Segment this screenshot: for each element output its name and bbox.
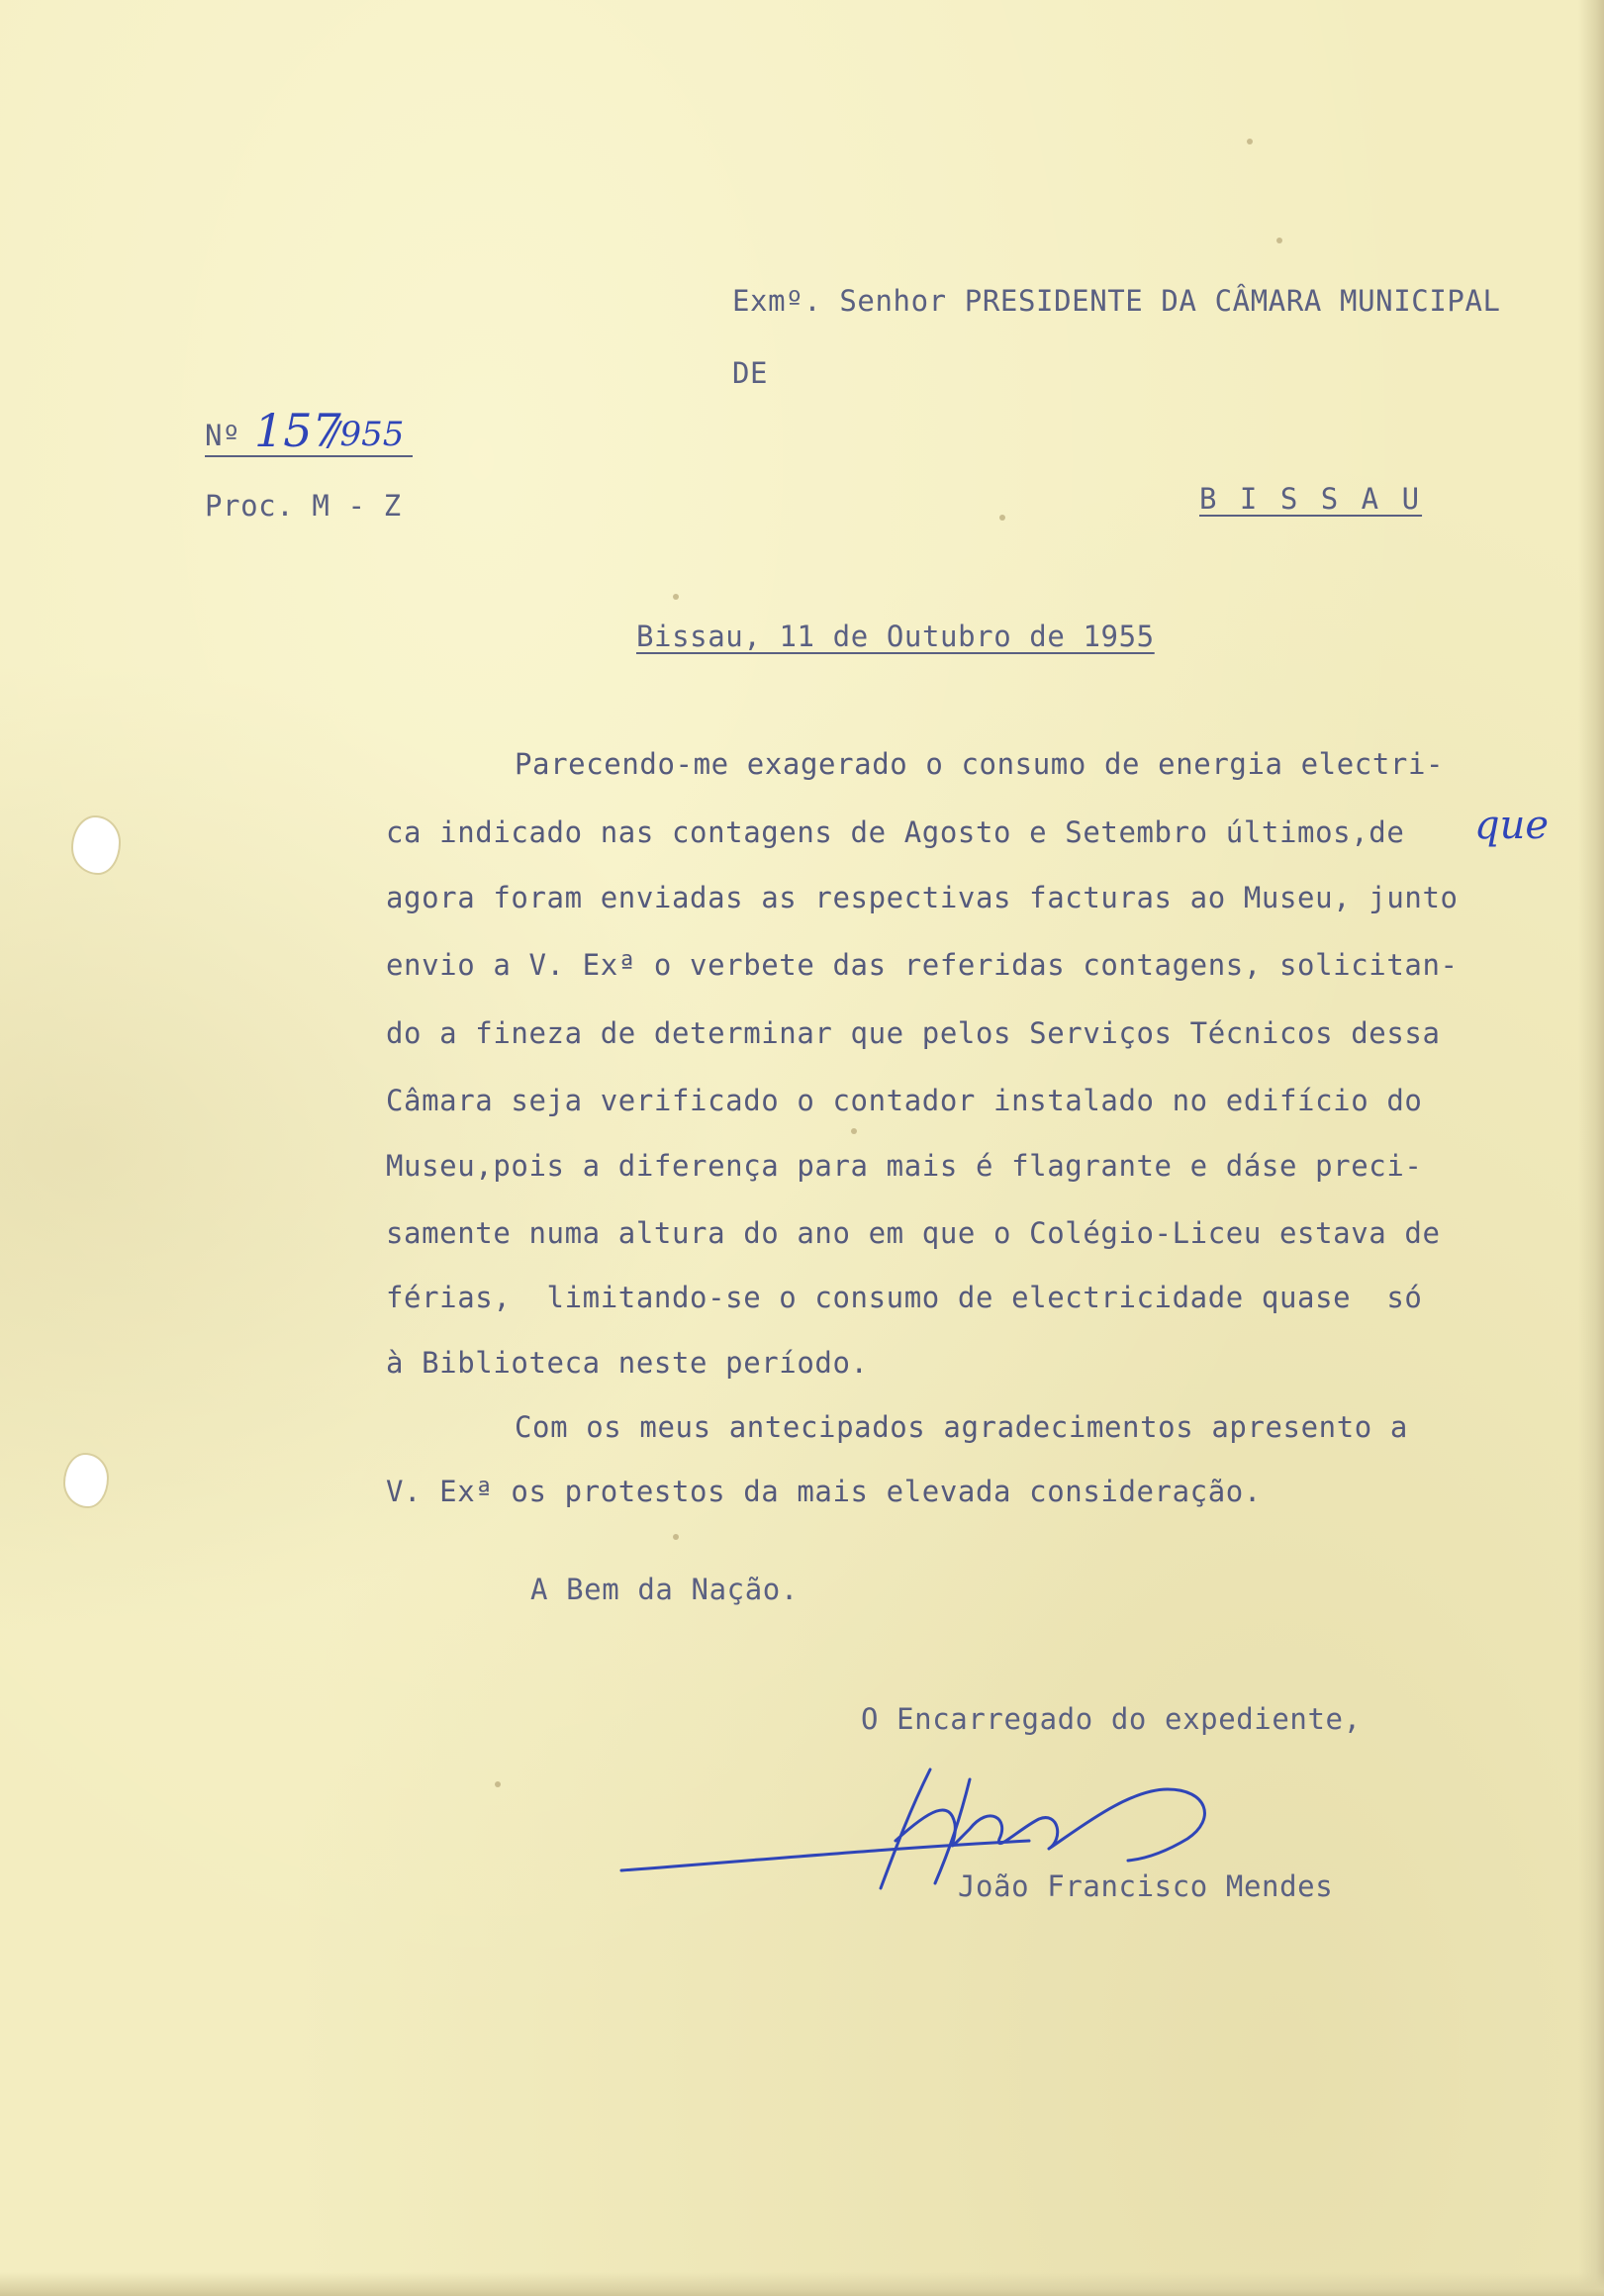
paper-speck [673,594,679,600]
handwritten-insert: que [1474,803,1550,848]
reference-number [205,404,413,457]
body-line: agora foram enviadas as respectivas facturas ao Museu, junto [386,881,1459,914]
addressee-city: B I S S A U [1199,482,1423,516]
number-handwritten: 157 [254,404,341,457]
body-line: ca indicado nas contagens de Agosto e Setembro últimos,de [386,815,1405,849]
signatory-name: João Francisco Mendes [958,1869,1334,1903]
date-line: Bissau, 11 de Outubro de 1955 [636,620,1155,653]
body-line: V. Exª os protestos da mais elevada consideração. [386,1475,1262,1508]
body-line: envio a V. Exª o verbete das referidas contagens, solicitan- [386,948,1459,982]
number-year: /955 [329,415,405,454]
body-line: Câmara seja verificado o contador instalado no edifício do [386,1084,1423,1117]
process-ref: Proc. M - Z [205,489,402,523]
salutation: A Bem da Nação. [530,1573,799,1606]
paper-speck [851,1128,857,1134]
body-line: do a fineza de determinar que pelos Serviços Técnicos dessa [386,1016,1441,1050]
number-prefix: Nº [205,419,241,452]
body-line: Museu,pois a diferença para mais é flagrante e dáse preci- [386,1149,1423,1183]
body-line: férias, limitando-se o consumo de electricidade quase só [386,1281,1423,1314]
paper-speck [999,515,1005,521]
punch-hole-lower [65,1455,107,1506]
addressee-line: Exmº. Senhor PRESIDENTE DA CÂMARA MUNICIPAL [732,284,1501,318]
body-line: Parecendo-me exagerado o consumo de energia electri- [515,747,1445,781]
paper-speck [673,1534,679,1540]
paper-edge-shadow [1578,0,1604,2296]
paper-speck [1247,139,1253,144]
signatory-title: O Encarregado do expediente, [861,1702,1362,1736]
paper-edge-shadow [0,2272,1604,2296]
paper-speck [495,1781,501,1787]
paper-speck [1276,238,1282,243]
body-line: à Biblioteca neste período. [386,1346,869,1380]
body-line: Com os meus antecipados agradecimentos apresento a [515,1410,1408,1444]
addressee-de: DE [732,356,769,390]
body-line: samente numa altura do ano em que o Colégio-Liceu estava de [386,1216,1441,1250]
punch-hole-upper [73,817,119,873]
